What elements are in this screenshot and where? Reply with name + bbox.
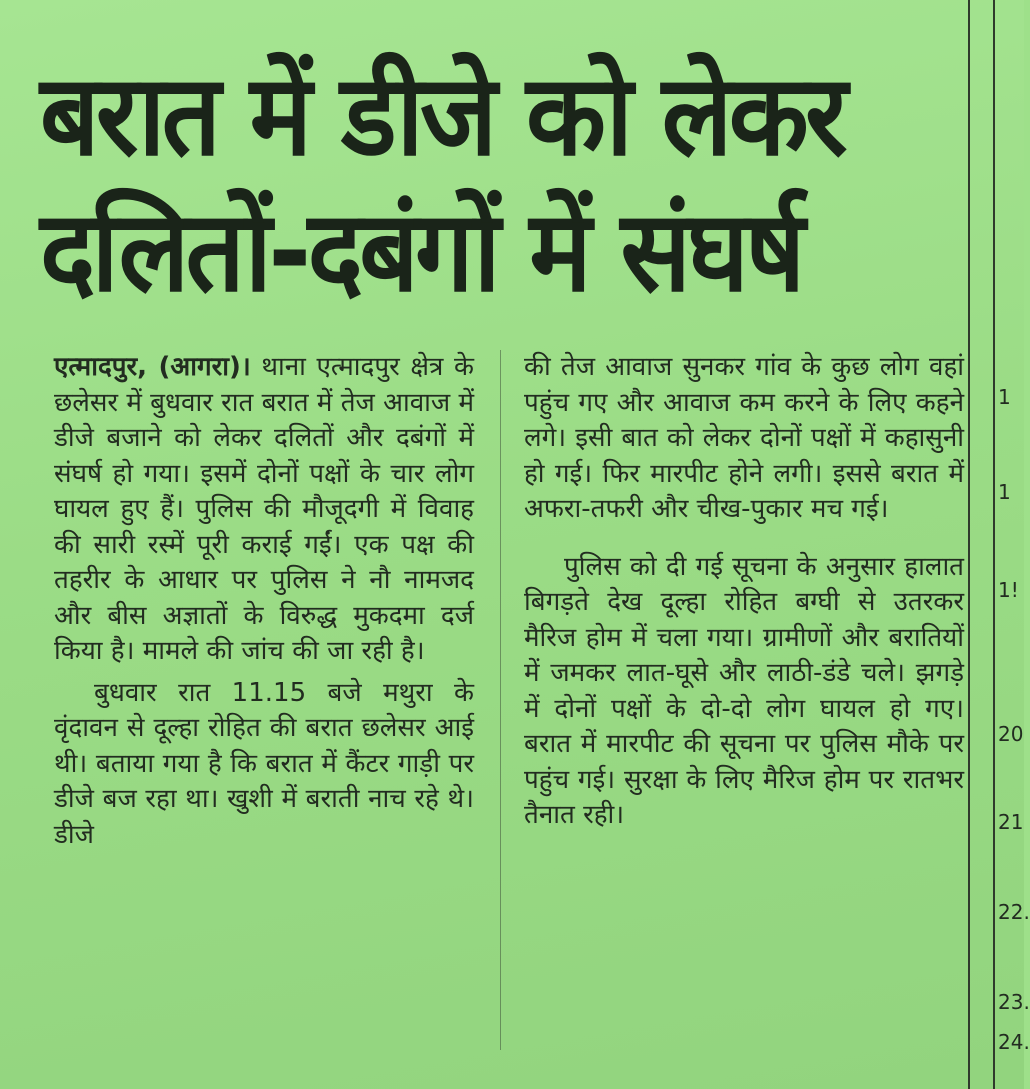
margin-number: 1! bbox=[998, 578, 1019, 602]
margin-number: 22. bbox=[998, 900, 1030, 924]
dateline: एत्मादपुर, (आगरा)। bbox=[54, 352, 251, 382]
margin-number: 23. bbox=[998, 990, 1030, 1014]
headline-line-2: दलितों-दबंगों में संघर्ष bbox=[40, 187, 802, 317]
column-1-paragraph-2: बुधवार रात 11.15 बजे मथुरा के वृंदावन से दूल्हा रोहित की बरात छलेसर आई थी। बताया गया है कि बरात में कैंटर गाड़ी पर डीजे बज रहा था। खुशी में बराती नाच रहे थे। डीजे bbox=[54, 677, 474, 850]
article-column-1 bbox=[54, 350, 474, 853]
column-divider bbox=[500, 350, 501, 1050]
margin-number: 21 bbox=[998, 810, 1024, 834]
column-2-paragraph-2: पुलिस को दी गई सूचना के अनुसार हालात बिगड़ते देख दूल्हा रोहित बग्घी से उतरकर मैरिज होम में चला गया। ग्रामीणों और बरातियों में जमकर लात-घूसे और लाठी-डंडे चले। झगड़े में दोनों पक्षों के दो-दो लोग घायल हो गए। बरात में मारपीट की सूचना पर पुलिस मौके पर पहुंच गई। सुरक्षा के लिए मैरिज होम पर रातभर तैनात रही। bbox=[524, 551, 964, 830]
article-column-2 bbox=[524, 350, 964, 834]
right-border-rule bbox=[968, 0, 970, 1089]
headline bbox=[40, 48, 844, 320]
margin-number: 1 bbox=[998, 385, 1011, 409]
column-1-paragraph-1-text: थाना एत्मादपुर क्षेत्र के छलेसर में बुधवार रात बरात में तेज आवाज में डीजे बजाने को लेकर दलितों और दबंगों में संघर्ष हो गया। इसमें दोनों पक्षों के चार लोग घायल हुए हैं। पुलिस की मौजूदगी में विवाह की सारी रस्में पूरी कराई गईं। एक पक्ष की तहरीर के आधार पर पुलिस ने नौ नामजद और बीस अज्ञातों के विरुद्ध मुकदमा दर्ज किया है। मामले की जांच की जा रही है। bbox=[54, 352, 474, 666]
column-2-paragraph-1: की तेज आवाज सुनकर गांव के कुछ लोग वहां पहुंच गए और आवाज कम करने के लिए कहने लगे। इसी बात को लेकर दोनों पक्षों में कहासुनी हो गई। फिर मारपीट होने लगी। इससे बरात में अफरा-तफरी और चीख-पुकार मच गई। bbox=[524, 352, 964, 524]
adjacent-column-numbers bbox=[990, 0, 1030, 1089]
margin-number: 1 bbox=[998, 480, 1011, 504]
headline-line-1: बरात में डीजे को लेकर bbox=[40, 51, 844, 181]
margin-number: 24. bbox=[998, 1030, 1030, 1054]
column-1-paragraph-1 bbox=[54, 350, 474, 670]
margin-number: 20 bbox=[998, 722, 1024, 746]
